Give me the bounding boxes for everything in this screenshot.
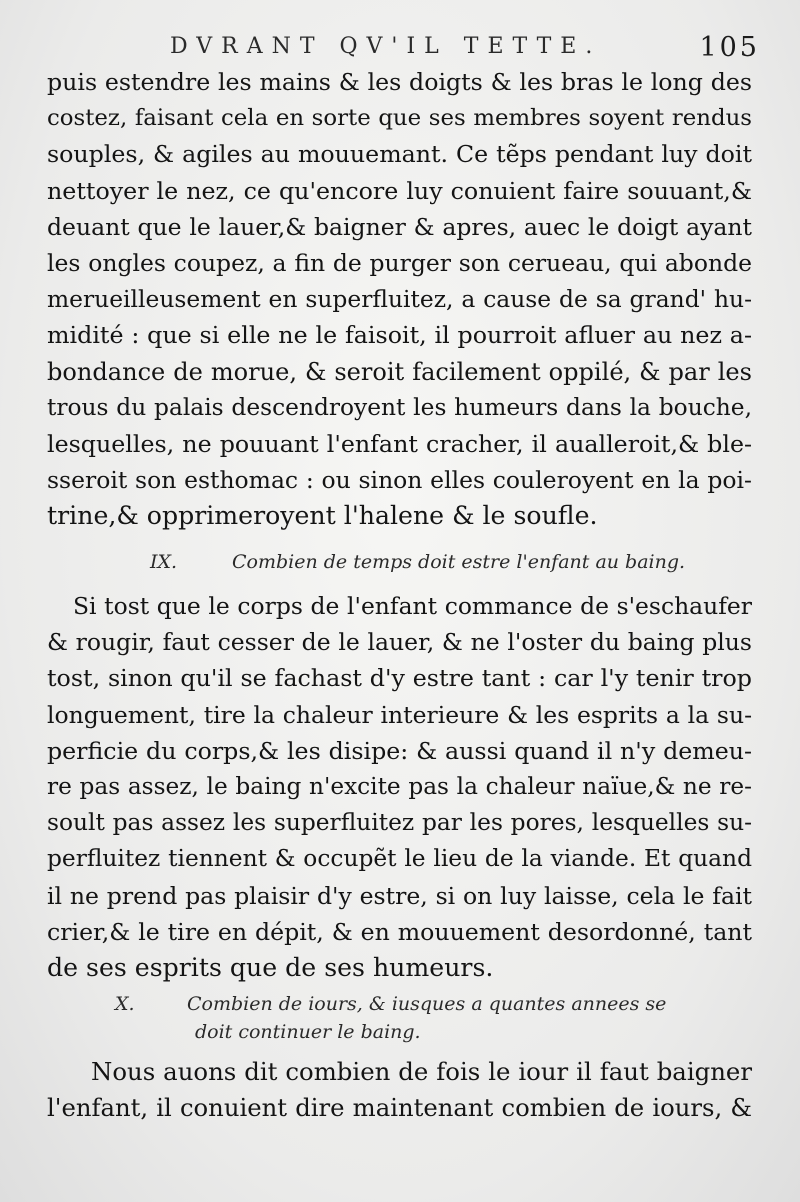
text-line: nettoyer le nez, ce qu'encore luy conuient faire souuant,&	[47, 176, 752, 205]
text-line: lesquelles, ne pouuant l'enfant cracher, il aualleroit,& ble-	[47, 430, 752, 459]
text-line: midité : que si elle ne le faisoit, il pourroit afluer au nez a-	[47, 321, 752, 350]
text-line: re pas assez, le baing n'excite pas la chaleur naïue,& ne re-	[47, 773, 752, 801]
page-number: 105	[699, 32, 760, 63]
text-line: les ongles coupez, a fin de purger son cerueau, qui abonde	[47, 249, 752, 278]
text-line: tost, sinon qu'il se fachast d'y estre tant : car l'y tenir trop	[47, 664, 752, 693]
running-title: DVRANT QV'IL TETTE.	[170, 34, 602, 59]
section-number: X.	[115, 993, 135, 1015]
paragraph-3	[47, 1054, 752, 1126]
text-line: deuant que le lauer,& baigner & apres, auec le doigt ayant	[47, 212, 752, 241]
paragraph-1	[47, 64, 752, 535]
section-title-line-1: Combien de iours, & iusques a quantes annees se	[187, 993, 667, 1015]
paragraph-2	[47, 588, 752, 986]
text-line: il ne prend pas plaisir d'y estre, si on luy laisse, cela le fait	[47, 881, 752, 910]
text-line: longuement, tire la chaleur interieure & les esprits a la su-	[47, 700, 752, 729]
text-line: soult pas assez les superfluitez par les pores, lesquelles su-	[47, 809, 752, 837]
text-line: costez, faisant cela en sorte que ses membres soyent rendus	[47, 105, 752, 132]
text-line: trine,& opprimeroyent l'halene & le soufle.	[47, 501, 598, 531]
text-line: Nous auons dit combien de fois le iour il faut baigner	[91, 1057, 752, 1086]
text-line: Si tost que le corps de l'enfant commance de s'eschaufer	[73, 592, 752, 620]
text-line: perficie du corps,& les disipe: & aussi quand il n'y demeu-	[47, 736, 752, 765]
text-line: puis estendre les mains & les doigts & les bras le long des	[47, 68, 752, 96]
section-title: Combien de temps doit estre l'enfant au baing.	[232, 551, 686, 573]
text-line: souples, & agiles au mouuemant. Ce tẽps pendant luy doit	[47, 140, 752, 169]
text-line: l'enfant, il conuient dire maintenant combien de iours, &	[47, 1093, 752, 1123]
text-line: sseroit son esthomac : ou sinon elles couleroyent en la poi-	[47, 466, 752, 495]
text-line: bondance de morue, & seroit facilement oppilé, & par les	[47, 357, 752, 386]
section-title-line-2: doit continuer le baing.	[195, 1021, 421, 1043]
running-head	[170, 34, 760, 68]
text-line: crier,& le tire en dépit, & en mouuement desordonné, tant	[47, 917, 752, 946]
text-line: trous du palais descendroyent les humeurs dans la bouche,	[47, 393, 752, 421]
text-line: de ses esprits que de ses humeurs.	[47, 953, 494, 983]
text-line: perfluitez tiennent & occupẽt le lieu de la viande. Et quand	[47, 845, 752, 873]
text-line: merueilleusement en superfluitez, a cause de sa grand' hu-	[47, 285, 752, 314]
section-number: IX.	[150, 551, 178, 573]
text-line: & rougir, faut cesser de le lauer, & ne l'oster du baing plus	[47, 628, 752, 657]
